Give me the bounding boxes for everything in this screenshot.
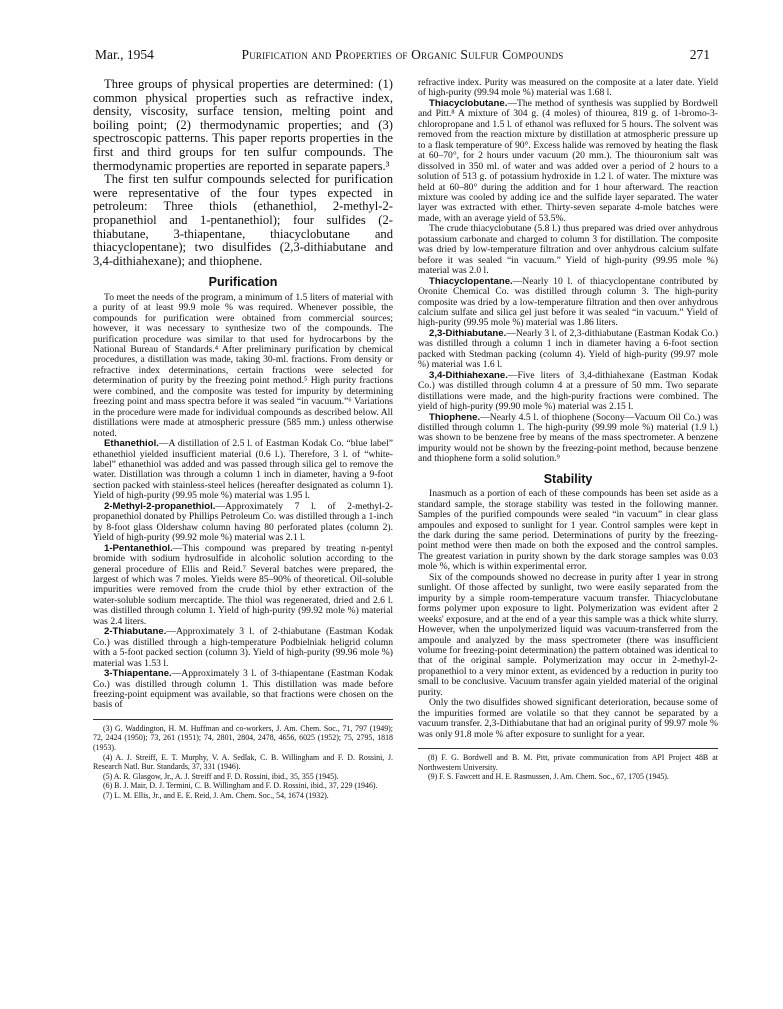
run-in-heading: Ethanethiol. (104, 438, 159, 450)
purification-heading: Purification (208, 275, 278, 290)
stability-paragraph-3: Only the two disulfides showed significant deterioration, because some of the impurities formed are volatile so that they cannot be separated by a vacuum transfer. 2,3-Dithiabutane that had an original purity of 99.97 mole % was only 91.8 mole % after exposure to sunlight for a year. (418, 697, 718, 740)
ethanethiol-paragraph (93, 439, 393, 502)
thiacyclobutane-paragraph-2: The crude thiacyclobutane (5.8 l.) thus prepared was dried over anhydrous potassium carbonate and charged to column 3 for distillation. The composite was dried by low-temperature filtration and over anhydrous calcium sulfate before it was sealed “in vacuum.” Yield of high-purity (99.95 mole %) material was 2.0 l. (418, 223, 718, 277)
paragraph-text: —Approximately 3 l. of 3-thiapentane (Eastman Kodak Co.) was distilled through column 1. This distillation was made before freezing-point equipment was available, so that fractions were chosen on the basis of (93, 668, 393, 711)
footnote: (3) G. Waddington, H. M. Huffman and co-workers, J. Am. Chem. Soc., 71, 797 (1949); 72, 2424 (1950); 73, 261 (1951); 74, 2801, 2804, 2478, 4656, 6025 (1952); 75, 2795, 1818 (1953). (93, 723, 393, 753)
pentanethiol-paragraph (93, 544, 393, 628)
page-number: 271 (689, 47, 710, 62)
journal-date: Mar., 1954 (95, 47, 154, 62)
footnote: (8) F. G. Bordwell and B. M. Pitt, private communication from API Project 48B at Northwestern University. (418, 753, 718, 772)
footnote: (5) A. R. Glasgow, Jr., A. J. Streiff and F. D. Rossini, ibid., 35, 355 (1945). (103, 771, 339, 781)
run-in-heading: 1-Pentanethiol. (104, 542, 173, 554)
stability-paragraph-2: Six of the compounds showed no decrease in purity after 1 year in strong sunlight. Of those affected by sunlight, two were easily separated from the impurity by a simple room-temperature vacuum transfer. Thiacyclobutane forms polymer upon exposure to light. Polymerization was evident after 2 weeks' exposure, and at the end of a year this sample was a thick white slurry. However, when the unpolymerized liquid was vacuum-transferred from the ampoule and analyzed by the mass spectrometer (there was insufficient volume for freezing-point determination) the pattern obtained was identical to that of the original sample. Polymerization may occur in 2-methyl-2-propanethiol to a very minor extent, as evidenced by a reduction in purity too small to be conclusive. Vacuum transfer again yielded material of the original purity. (418, 571, 718, 698)
run-in-heading: 2-Methyl-2-propanethiol. (104, 500, 216, 512)
paragraph-text: —Nearly 10 l. of thiacyclopentane contributed by Oronite Chemical Co. was distilled through column 3. The high-purity composite was dried by a low-temperature filtration and then over anhydrous calcium sulfate and silica gel just before it was sealed “in vacuum.” Yield of high-purity (99.95 mole %) material was 1.86 liters. (418, 275, 718, 329)
footnote: (4) A. J. Streiff, E. T. Murphy, V. A. Sedlak, C. B. Willingham and F. D. Rossini, J. Research Natl. Bur. Standards, 37, 331 (1946). (93, 752, 393, 772)
paragraph-text: —Approximately 7 l. of 2-methyl-2-propanethiol donated by Phillips Petroleum Co. was distilled through a 1-inch by 8-foot glass Oldershaw column having 80 perforated plates (column 2). Yield of high-purity (99.92 mole %) material was 2.1 l. (93, 500, 393, 544)
run-in-heading: Thiacyclobutane. (429, 97, 508, 109)
running-title: Purification and Properties of Organic Sulfur Compounds (241, 47, 564, 62)
stability-paragraph-1: Inasmuch as a portion of each of these compounds has been set aside as a standard sample, the storage stability was tested in the following manner. Samples of the purified compounds were sealed “in vacuum” in clear glass ampoules and exposed to sunlight for 1 year. Control samples were kept in the dark during the same period. Determinations of purity by the freezing-point method were then made on both the exposed and the control samples. The greatest variation in purity shown by the dark storage samples was 0.03 mole %, which is within experimental error. (418, 488, 718, 573)
paragraph-text: —Nearly 4.5 l. of thiophene (Socony—Vacuum Oil Co.) was distilled through column 1. The high-purity (99.99 mole %) material (1.9 l.) was shown to be benzene free by means of the mass spectrometer. A benzene impurity would not be shown by the freezing-point method, because benzene and thiophene form a solid solution.⁹ (418, 411, 718, 465)
continued-paragraph: refractive index. Purity was measured on the composite at a later date. Yield of high-purity (99.94 mole %) material was 1.68 l. (418, 77, 718, 99)
right-column (418, 78, 718, 782)
run-in-heading: 3,4-Dithiahexane. (429, 369, 508, 381)
page-header (95, 47, 710, 65)
paragraph-text: —This compound was prepared by treating n-pentyl bromide with sodium hydrosulfide in alcoholic solution according to the general procedure of Ellis and Reid.⁷ Several batches were prepared, the largest of which was 7 moles. Yields were 85–90% of theoretical. Oil-soluble impurities were removed from the crude thiol by ether extraction of the water-soluble sodium mercaptide. The thiol was regenerated, dried and 2.6 l. was distilled through column 1. Yield of high-purity (99.92 mole %) material was 2.4 liters. (93, 542, 393, 627)
thiapentane-paragraph (93, 669, 393, 711)
run-in-heading: Thiophene. (429, 411, 481, 423)
footnotes-right (418, 753, 718, 782)
dithiahexane-paragraph (418, 371, 718, 413)
stability-heading: Stability (543, 471, 593, 486)
run-in-heading: 3-Thiapentane. (104, 668, 172, 680)
thiabutane-paragraph (93, 627, 393, 669)
footnote: (7) L. M. Ellis, Jr., and E. E. Reid, J. Am. Chem. Soc., 54, 1674 (1932). (103, 791, 329, 801)
run-in-heading: Thiacyclopentane. (429, 275, 513, 287)
methylpropanethiol-paragraph (93, 502, 393, 544)
dithiabutane-paragraph (418, 329, 718, 371)
footnote: (9) F. S. Fawcett and H. E. Rasmussen, J. Am. Chem. Soc., 67, 1705 (1945). (428, 772, 669, 782)
paragraph-text: —Five liters of 3,4-dithiahexane (Eastman Kodak Co.) was distilled through column 4 at a pressure of 50 mm. Two separate distillations were made, and the high-purity fractions were combined. The yield of high-purity (99.90 mole %) material was 2.15 l. (418, 369, 718, 413)
footnote-rule (418, 748, 718, 749)
thiacyclobutane-paragraph (418, 99, 718, 224)
footnotes-left (93, 724, 393, 801)
thiacyclopentane-paragraph (418, 277, 718, 329)
thiophene-paragraph (418, 413, 718, 465)
paragraph-text: —Nearly 3 l. of 2,3-dithiabutane (Eastman Kodak Co.) was distilled through a column 1 inch in diameter having a 6-foot section packed with Stedman packing (column 4). Yield of high-purity (99.97 mole %) material was 1.6 l. (418, 327, 718, 371)
footnote-rule (93, 719, 393, 720)
run-in-heading: 2-Thiabutane. (104, 626, 167, 638)
intro-paragraph: Three groups of physical properties are determined: (1) common physical properties such as refractive index, density, viscosity, surface tension, melting point and boiling point; (2) thermodynamic properties; and (3) spectroscopic patterns. This paper reports properties in the first and third groups for ten sulfur compounds. The thermodynamic properties are reported in separate papers.³ (93, 77, 393, 173)
paragraph-text: —Approximately 3 l. of 2-thiabutane (Eastman Kodak Co.) was distilled through a high-temperature Podbielniak heligrid column with a 5-foot packed section (column 3). Yield of high-purity (99.96 mole %) material was 1.53 l. (93, 626, 393, 669)
paragraph-text: —A distillation of 2.5 l. of Eastman Kodak Co. “blue label” ethanethiol yielded insufficient material (0.6 l.). Therefore, 3 l. of “white-label” ethanethiol was added and was passed through silica gel to remove the water. Distillation was through a column 1 inch in diameter, having a 9-foot section packed with stainless-steel helices (hereafter designated as column 1). Yield of high-purity (99.95 mole %) material was 1.95 l. (93, 438, 393, 502)
footnote: (6) B. J. Mair, D. J. Termini, C. B. Willingham and F. D. Rossini, ibid., 37, 229 (1946). (103, 781, 378, 791)
paragraph-text: —The method of synthesis was supplied by Bordwell and Pitt.⁸ A mixture of 304 g. (4 moles) of thiourea, 819 g. of 1-bromo-3-chloropropane and 1.5 l. of ethanol was refluxed for 5 hours. The solvent was removed from the reaction mixture by distillation at atmospheric pressure up to a flask temperature of 90°. Excess halide was removed by heating the flask at 60–70°, for 2 hours under vacuum (20 mm.). The thiouronium salt was dissolved in 350 ml. of water and was added over a period of 2 hours to a solution of 513 g. of potassium hydroxide in 1.2 l. of water. The mixture was held at 60–80° during the addition and for 1 hour afterward. The reaction mixture was cooled by adding ice and the sulfide layer separated. The water layer was extracted with ether. Thirty-seven separate 4-mole batches were made, with an average yield of 53.5%. (418, 97, 718, 224)
left-column (93, 78, 393, 801)
intro-paragraph-2: The first ten sulfur compounds selected for purification were representative of the four types expected in petroleum: Three thiols (ethanethiol, 2-methyl-2-propanethiol and 1-pentanethiol); four sulfides (2-thiabutane, 3-thiapentane, thiacyclobutane and thiacyclopentane); two disulfides (2,3-dithiabutane and 3,4-dithiahexane); and thiophene. (93, 172, 393, 268)
run-in-heading: 2,3-Dithiabutane. (429, 327, 507, 339)
purification-paragraph: To meet the needs of the program, a minimum of 1.5 liters of material with a purity of at least 99.9 mole % was required. Whenever possible, the compounds for purification were obtained from commercial sources; however, it was necessary to synthesize two of the compounds. The purification procedure was similar to that used for hydrocarbons by the National Bureau of Standards.⁴ After preliminary purification by chemical procedures, a distillation was made, taking 30-ml. fractions. From density or refractive index determinations, certain fractions were selected for determination of purity by the freezing point method.⁵ High purity fractions were combined, and the composite was tested for impurity by determining freezing point and mass spectra before it was sealed “in vacuum.”⁶ Variations in the procedure were made for individual compounds as described below. All distillations were made at atmospheric pressure (585 mm.) unless otherwise noted. (93, 291, 393, 439)
